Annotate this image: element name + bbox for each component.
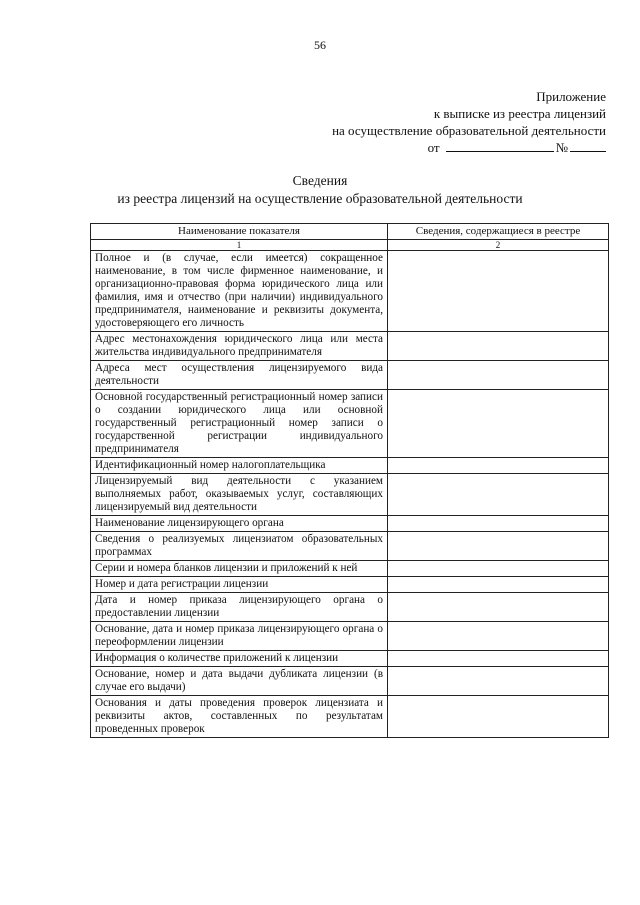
table-row: [91, 474, 609, 516]
row-value: [388, 458, 609, 474]
row-value: [388, 474, 609, 516]
table-row: [91, 667, 609, 696]
column-number: 2: [388, 240, 609, 251]
date-blank: [446, 140, 554, 152]
row-label: Основание, номер и дата выдачи дубликата лицензии (в случае его выдачи): [91, 667, 388, 696]
row-label: Основной государственный регистрационный номер записи о создании юридического лица или основной государственный регистрационный номер записи о государственной регистрации индивидуального предпринимателя: [91, 390, 388, 458]
row-value: [388, 390, 609, 458]
document-heading: [0, 172, 640, 208]
table-row: [91, 516, 609, 532]
table-row: [91, 532, 609, 561]
appendix-title: Приложение: [536, 89, 606, 104]
column-number: 1: [91, 240, 388, 251]
from-label: от: [427, 140, 440, 155]
table-row: [91, 622, 609, 651]
heading-subtitle: из реестра лицензий на осуществление образовательной деятельности: [117, 191, 523, 206]
row-value: [388, 593, 609, 622]
column-number-row: [91, 240, 609, 251]
header-indicator: Наименование показателя: [91, 224, 388, 240]
table-row: [91, 332, 609, 361]
row-value: [388, 332, 609, 361]
appendix-date-line: [332, 139, 606, 156]
appendix-subtitle: к выписке из реестра лицензий: [433, 106, 606, 121]
row-value: [388, 251, 609, 332]
row-label: Полное и (в случае, если имеется) сокращенное наименование, в том числе фирменное наименование, и организационно-правовая форма юридического лица или фамилия, имя и отчество (при наличии) индивидуального предпринимателя, наименование и реквизиты документа, удостоверяющего его личность: [91, 251, 388, 332]
row-value: [388, 651, 609, 667]
header-registry-info: Сведения, содержащиеся в реестре: [388, 224, 609, 240]
row-label: Информация о количестве приложений к лицензии: [91, 651, 388, 667]
table-row: [91, 561, 609, 577]
table-row: [91, 577, 609, 593]
row-label: Идентификационный номер налогоплательщика: [91, 458, 388, 474]
table-row: [91, 696, 609, 738]
row-label: Сведения о реализуемых лицензиатом образовательных программах: [91, 532, 388, 561]
row-value: [388, 516, 609, 532]
row-value: [388, 561, 609, 577]
row-label: Лицензируемый вид деятельности с указанием выполняемых работ, оказываемых услуг, составляющих лицензируемый вид деятельности: [91, 474, 388, 516]
number-blank: [570, 140, 606, 152]
row-value: [388, 532, 609, 561]
table-row: [91, 458, 609, 474]
row-label: Основания и даты проведения проверок лицензиата и реквизиты актов, составленных по результатам проведенных проверок: [91, 696, 388, 738]
row-value: [388, 667, 609, 696]
heading-title: Сведения: [292, 173, 348, 188]
row-label: Наименование лицензирующего органа: [91, 516, 388, 532]
row-value: [388, 577, 609, 593]
row-label: Адрес местонахождения юридического лица или места жительства индивидуального предпринимателя: [91, 332, 388, 361]
row-value: [388, 361, 609, 390]
table-row: [91, 651, 609, 667]
row-label: Номер и дата регистрации лицензии: [91, 577, 388, 593]
appendix-subtitle-2: на осуществление образовательной деятельности: [332, 123, 606, 138]
row-label: Дата и номер приказа лицензирующего органа о предоставлении лицензии: [91, 593, 388, 622]
table-row: [91, 390, 609, 458]
table-row: [91, 361, 609, 390]
row-label: Адреса мест осуществления лицензируемого вида деятельности: [91, 361, 388, 390]
row-label: Серии и номера бланков лицензии и приложений к ней: [91, 561, 388, 577]
appendix-block: [332, 88, 606, 156]
header-row: [91, 224, 609, 240]
row-label: Основание, дата и номер приказа лицензирующего органа о переоформлении лицензии: [91, 622, 388, 651]
table-row: [91, 593, 609, 622]
registry-table: [90, 223, 609, 738]
page-number: 56: [314, 38, 326, 52]
number-sign: №: [555, 140, 568, 155]
row-value: [388, 622, 609, 651]
table-row: [91, 251, 609, 332]
row-value: [388, 696, 609, 738]
